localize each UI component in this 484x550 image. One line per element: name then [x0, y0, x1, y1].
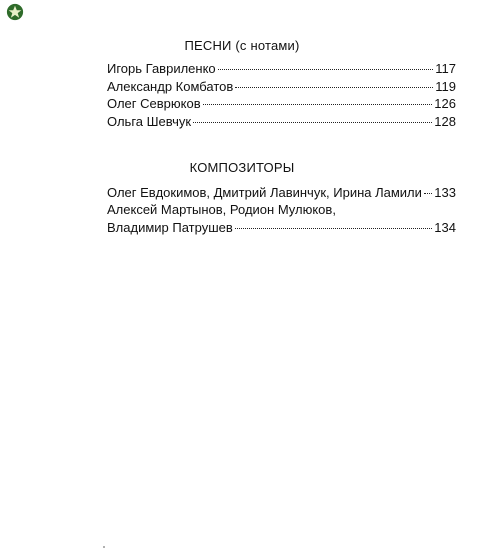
- dot-leader: [218, 57, 434, 70]
- toc-entry[interactable]: [107, 219, 456, 235]
- section-title-songs: ПЕСНИ (с нотами): [184, 38, 300, 53]
- toc-entry-page: 117: [435, 61, 456, 76]
- toc-entry-page: 126: [434, 96, 456, 111]
- toc-entry[interactable]: [107, 113, 456, 129]
- star-icon: [6, 3, 24, 21]
- dot-leader: [424, 181, 432, 194]
- scan-speck: [103, 546, 105, 548]
- toc-entry-label: Олег Севрюков: [107, 96, 201, 111]
- toc-entry-label: Ольга Шевчук: [107, 113, 192, 129]
- section-title-composers: КОМПОЗИТОРЫ: [189, 160, 295, 175]
- toc-entry-page: 128: [434, 113, 456, 129]
- dot-leader: [235, 75, 433, 88]
- toc-list-songs: [107, 60, 456, 130]
- dot-leader: [235, 216, 433, 229]
- dot-leader: [203, 92, 433, 105]
- toc-entry-page: 119: [435, 78, 456, 94]
- toc-entry-page: 133: [434, 185, 456, 200]
- toc-entry[interactable]: [107, 184, 456, 200]
- toc-entry-page: 134: [434, 220, 456, 235]
- toc-entry-label: Александр Комбатов: [107, 78, 234, 94]
- toc-entry-label: Игорь Гавриленко: [107, 61, 216, 76]
- toc-entry-label: Олег Евдокимов, Дмитрий Лавинчук, Ирина Ламили: [107, 185, 422, 200]
- toc-entry-label: Алексей Мартынов, Родион Мулюков,: [107, 201, 336, 217]
- dot-leader: [193, 110, 432, 123]
- toc-list-composers: [107, 184, 456, 237]
- toc-entry-label: Владимир Патрушев: [107, 220, 233, 235]
